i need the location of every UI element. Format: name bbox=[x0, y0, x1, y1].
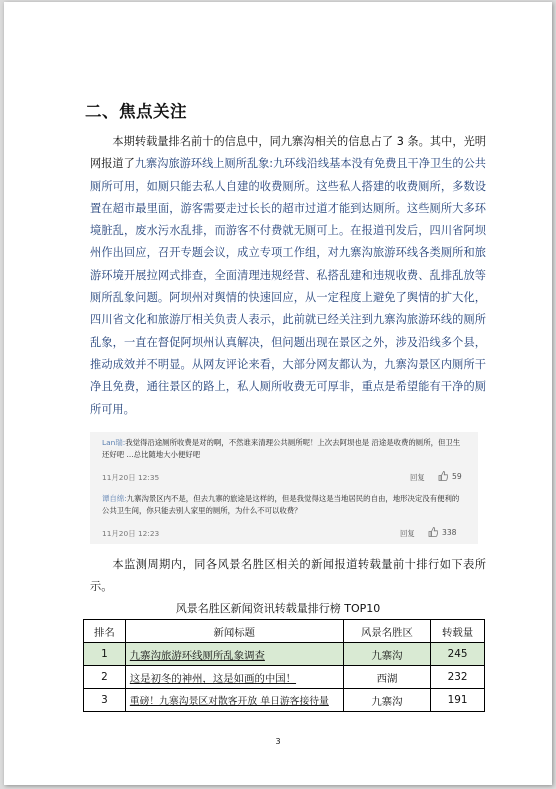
reply-link[interactable]: 回复 bbox=[410, 473, 425, 482]
comment-user: 谭自绵: bbox=[102, 494, 127, 503]
cell-count: 191 bbox=[431, 689, 485, 712]
cell-count: 232 bbox=[431, 666, 485, 689]
like-count: 59 bbox=[452, 471, 462, 481]
reply-link[interactable]: 回复 bbox=[400, 529, 415, 538]
header-scenic: 风景名胜区 bbox=[343, 620, 431, 643]
ranking-table bbox=[83, 619, 485, 712]
table-row bbox=[84, 666, 485, 689]
thumbs-up-icon bbox=[428, 527, 438, 537]
cell-rank: 3 bbox=[84, 689, 126, 712]
paragraph-focus bbox=[90, 131, 486, 421]
cell-scenic: 九寨沟 bbox=[343, 643, 431, 666]
section-heading: 二、焦点关注 bbox=[85, 102, 187, 121]
comment-screenshot bbox=[90, 432, 478, 544]
comment-text bbox=[102, 437, 466, 460]
like-count: 338 bbox=[442, 527, 457, 537]
table-caption: 风景名胜区新闻资讯转载量排行榜 TOP10 bbox=[175, 602, 381, 615]
comment-date: 11月20日 12:23 bbox=[102, 529, 160, 538]
document-page bbox=[4, 2, 552, 785]
comment-user: Lan瑞: bbox=[102, 438, 126, 447]
cell-scenic: 西湖 bbox=[343, 666, 431, 689]
thumbs-up-icon bbox=[438, 471, 448, 481]
cell-title-link[interactable]: 九寨沟旅游环线厕所乱象调查 bbox=[125, 643, 343, 666]
table-row bbox=[84, 643, 485, 666]
table-header-row bbox=[84, 620, 485, 643]
like-button[interactable] bbox=[438, 471, 462, 481]
like-button[interactable] bbox=[428, 527, 457, 537]
cell-count: 245 bbox=[431, 643, 485, 666]
comment-date: 11月20日 12:35 bbox=[102, 473, 160, 482]
header-rank: 排名 bbox=[84, 620, 126, 643]
cell-rank: 2 bbox=[84, 666, 126, 689]
cell-rank: 1 bbox=[84, 643, 126, 666]
cell-title-link[interactable]: 这是初冬的神州，这是如画的中国！ bbox=[125, 666, 343, 689]
header-title: 新闻标题 bbox=[125, 620, 343, 643]
paragraph-focus-intro: 本期转载量排名前十的信息中，同九寨沟相关的信息占了 3 条。其中，光明网报道了 bbox=[90, 135, 486, 171]
comment-body: 九寨沟景区内不是，但去九寨的旅途是这样的，但是我觉得这是当地居民的自由，地形决定没有便利的公共卫生间，你只能去别人家里的厕所，为什么不可以收费？ bbox=[102, 494, 460, 515]
cell-title-link[interactable]: 重磅！九寨沟景区对散客开放 单日游客接待量 bbox=[125, 689, 343, 712]
page-number: 3 bbox=[275, 737, 281, 746]
table-row bbox=[84, 689, 485, 712]
comment-text bbox=[102, 493, 466, 516]
paragraph-focus-highlight: 九寨沟旅游环线上厕所乱象:九环线沿线基本没有免费且干净卫生的公共厕所可用，如厕只能去私人自建的收费厕所。这些私人搭建的收费厕所，多数设置在超市最里面，游客需要走过长长的超市过道才能到达厕所。这些厕所大多环境脏乱，废水污水乱排，而游客不付费就无厕可上。在报道刊发后，四川省阿坝州作出回应，召开专题会议，成立专项工作组，对九寨沟旅游环线各类厕所和旅游环境开展拉网式排查，全面清理违规经营、私搭乱建和违规收费、乱排乱放等厕所乱象问题。阿坝州对舆情的快速回应，从一定程度上避免了舆情的扩大化，四川省文化和旅游厅相关负责人表示，此前就已经关注到九寨沟旅游环线的厕所乱象，一直在督促阿坝州认真解决，但问题出现在景区之外，涉及沿线多个县，推动成效并不明显。从网友评论来看，大部分网友都认为，九寨沟景区内厕所干净且免费，通往景区的路上，私人厕所收费无可厚非，重点是希望能有干净的厕所可用。 bbox=[90, 157, 486, 416]
paragraph-table-intro: 本监测周期内，同各风景名胜区相关的新闻报道转载量前十排行如下表所示。 bbox=[90, 558, 486, 594]
cell-scenic: 九寨沟 bbox=[343, 689, 431, 712]
header-count: 转载量 bbox=[431, 620, 485, 643]
comment-body: 我觉得沿途厕所收费是对的啊，不然谁来清理公共厕所呢！上次去阿坝也是 沿途是收费的厕所，但卫生还好吧 ...总比随地大小便好吧 bbox=[102, 438, 461, 459]
